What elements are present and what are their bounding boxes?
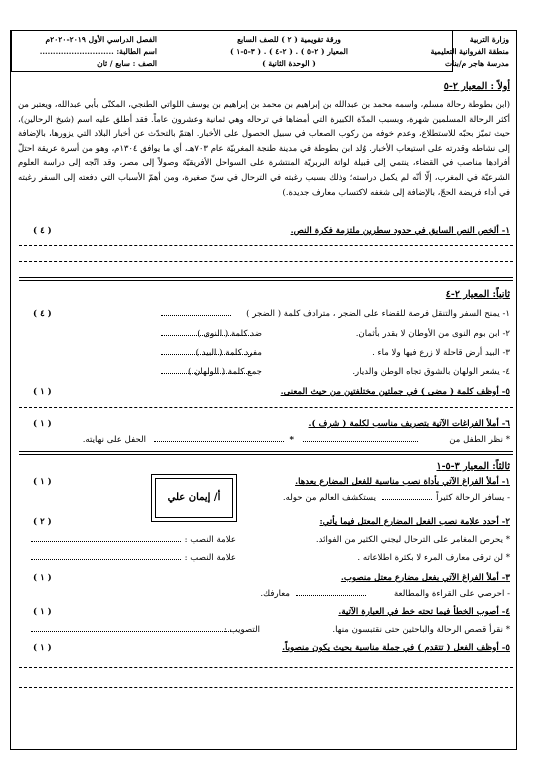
- header-worksheet: [209, 34, 369, 70]
- q3-item-4-score: ( ١ ): [33, 607, 52, 617]
- q2-item-4: ٤- يشعر الولهان بالشوق تجاه الوطن والديار.: [352, 367, 510, 377]
- q2-item-6-b: الحفل على نهايته.: [82, 435, 146, 445]
- answer-line[interactable]: [19, 667, 513, 668]
- q3-item-4-line: * نقرأ قصص الرحالة والباحثين حتى نقتبسون منها.: [332, 625, 510, 635]
- q3-item-2-blank-a[interactable]: [31, 535, 181, 546]
- q2-item-4-ask: جمع كلمة ( الولهان ): [188, 367, 262, 377]
- q2-item-4-blank[interactable]: [161, 367, 251, 378]
- q3-item-3-blank[interactable]: [296, 589, 366, 600]
- q3-item-2-score: ( ٢ ): [33, 517, 52, 527]
- q2-item-1: ١- يمنح السفر والتنقل فرصة للقضاء على الضجر ، مترادف كلمة ( الضجر ): [246, 309, 510, 319]
- q1-summary: ١- ألخص النص السابق في حدود سطرين ملتزمة فكرة النص.: [290, 226, 510, 236]
- class-name: الصف : سابع / ثان: [97, 59, 157, 68]
- unit-name: ( الوحدة الثانية ): [262, 59, 316, 68]
- q2-item-6-blank-b[interactable]: [154, 435, 284, 446]
- mark-label-a: علامة النصب :: [184, 535, 236, 545]
- q3-item-1-line-end: يستكشف العالم من حوله.: [282, 493, 376, 503]
- correction-label: التصويب :: [224, 625, 260, 635]
- q3-item-3-line-end: معارفك.: [260, 589, 290, 599]
- q2-item-3-ask: مفرد كلمة ( البيد ): [195, 348, 262, 358]
- school-name: مدرسة هاجر م/بنات: [445, 59, 509, 68]
- ministry-name: وزارة التربية: [469, 35, 509, 44]
- answer-line[interactable]: [19, 261, 513, 262]
- section-3-title: ثالثاً: المعيار ٣-٥-١: [436, 461, 510, 472]
- mark-label-b: علامة النصب :: [184, 553, 236, 563]
- answer-line[interactable]: [19, 687, 513, 688]
- q2-item-3-blank[interactable]: [161, 348, 251, 359]
- section-2-title: ثانياً: المعيار ٢-٤: [445, 289, 510, 300]
- q2-item-6-score: ( ١ ): [33, 419, 52, 429]
- q3-item-2-blank-b[interactable]: [31, 553, 181, 564]
- q3-item-2-a: * يحرص المغامر على الترحال ليجني الكثير من الفوائد.: [315, 535, 510, 545]
- q3-item-4-blank[interactable]: [31, 625, 231, 636]
- worksheet-title: ورقة تقويمية ( ٢ ) للصف السابع: [237, 35, 341, 44]
- standards: المعيار ( ٢-٥ ) . ( ٢-٤ ) . ( ٣-٥-١ ): [230, 47, 348, 56]
- q3-item-1-line: - يسافر الرحالة كثيراً: [436, 493, 510, 503]
- q2-score: ( ٤ ): [33, 309, 52, 319]
- q2-item-6-blank-a[interactable]: [303, 435, 418, 446]
- bullet-star: *: [289, 435, 294, 445]
- worksheet-page: [10, 30, 517, 750]
- reading-passage: (ابن بطوطة رحالة مسلم، واسمه محمد بن عبدالله بن إبراهيم بن محمد بن إبراهيم بن يوسف اللواتي الطنجي، المكنّى بأبي عبدالله، ويعتبر من أكثر الرحالة المسلمين شهرة، وبسبب المدّة الكبيرة التي أمضاها في ترحاله وهي ثمانية وعشرون عاماً. فقد أطلق عليه اسم (شيخ الرحالين)، حيث تميّز بحبّه للاستطلاع، وعدم خوفه من ركوب الصعاب في سبيل الحصول على الأخبار. اهتمّ بالتحدّث عن أخبار البلاد التي يزورها، بالإضافة إلى نشاطه وقدرته على استيعاب الأخبار. وُلد ابن بطوطة في مدينة طنجة المغربيّة عام ٧٠٣هـ، أي ما يوافق ١٣٠٤م، وهو من أسرة عريقة احتلّ أفرادها مناصب في القضاء، ينتمي إلى قبيلة لواتة البربريّة المنتشرة على السواحل الأفريقيّة وصولاً إلى مصر، وقد اتّجه إلى دراسة العلوم الشرعيّة في المغرب، إلّا أنّه لم يكمل دراسته؛ وذلك بسبب رغبته في الترحال في سنّ صغيرة، ومن أهمّ الأسباب التي دفعته إلى السفر رغبته في أداء فريضة الحجّ، بالإضافة إلى شغفه لاكتساب معارف جديدة.): [18, 99, 510, 197]
- section-divider: [19, 277, 513, 281]
- q2-item-5: ٥- أوظف كلمة ( مضى ) في جملتين مختلفتين من حيث المعنى.: [280, 387, 510, 397]
- q3-item-2-b: * لن ترقى معارف المرء لا بكثرة اطلاعاته .: [357, 553, 510, 563]
- q3-item-3: ٣- أملأ الفراغ الآتي بفعل مضارع معتل منصوب.: [340, 573, 510, 583]
- q2-item-3: ٣- البيد أرض قاحلة لا زرع فيها ولا ماء .: [372, 348, 510, 358]
- section-1-title: أولاً : المعيار ٢-٥: [443, 81, 510, 92]
- teacher-name-badge: أ/ إيمان علي: [151, 474, 237, 522]
- q2-item-6: ٦- أملأ الفراغات الآتية بتصريف مناسب لكلمة ( شرف ).: [308, 419, 510, 429]
- answer-line[interactable]: [19, 245, 513, 246]
- q2-item-5-score: ( ١ ): [33, 387, 52, 397]
- q2-item-2-blank[interactable]: [161, 329, 251, 340]
- q3-item-2: ٢- أحدد علامة نصب الفعل المضارع المعتل فيما يأتي:: [319, 517, 510, 527]
- district-name: منطقة الفروانية التعليمية: [430, 47, 509, 56]
- q2-item-1-blank[interactable]: [161, 309, 231, 320]
- q3-item-3-line: - احرصي على القراءة والمطالعة: [393, 589, 510, 599]
- answer-line[interactable]: [19, 407, 513, 408]
- q2-item-6-a: * نظر الطفل من: [449, 435, 510, 445]
- header-ministry: [389, 34, 509, 70]
- q2-item-2: ٢- ابن بوم النوى من الأوطان لا بقدر بأثمان.: [355, 329, 510, 339]
- section-divider: [19, 451, 513, 455]
- q3-item-1-score: ( ١ ): [33, 477, 52, 487]
- header-student: [17, 34, 157, 70]
- semester: الفصل الدراسي الأول ٢٠١٩-٢٠٢٠م: [45, 35, 157, 44]
- q3-item-3-score: ( ١ ): [33, 573, 52, 583]
- student-name-field[interactable]: اسم الطالبة: ............................: [39, 47, 157, 56]
- q3-item-4: ٤- أصوب الخطأ فيما تحته خط في العبارة الآتية.: [338, 607, 510, 617]
- q3-item-5: ٥- أوظف الفعل ( تتقدم ) في جملة مناسبة بحيث يكون منصوباً.: [282, 643, 510, 653]
- q1-score: ( ٤ ): [33, 226, 52, 236]
- q3-item-1-blank[interactable]: [382, 493, 432, 504]
- header: [17, 31, 509, 71]
- q3-item-5-score: ( ١ ): [33, 643, 52, 653]
- q3-item-1: ١- أملأ الفراغ الآتي بأداة نصب مناسبة للفعل المضارع بعدها.: [295, 477, 510, 487]
- q2-item-2-ask: ضد كلمة ( النوى ): [197, 329, 262, 339]
